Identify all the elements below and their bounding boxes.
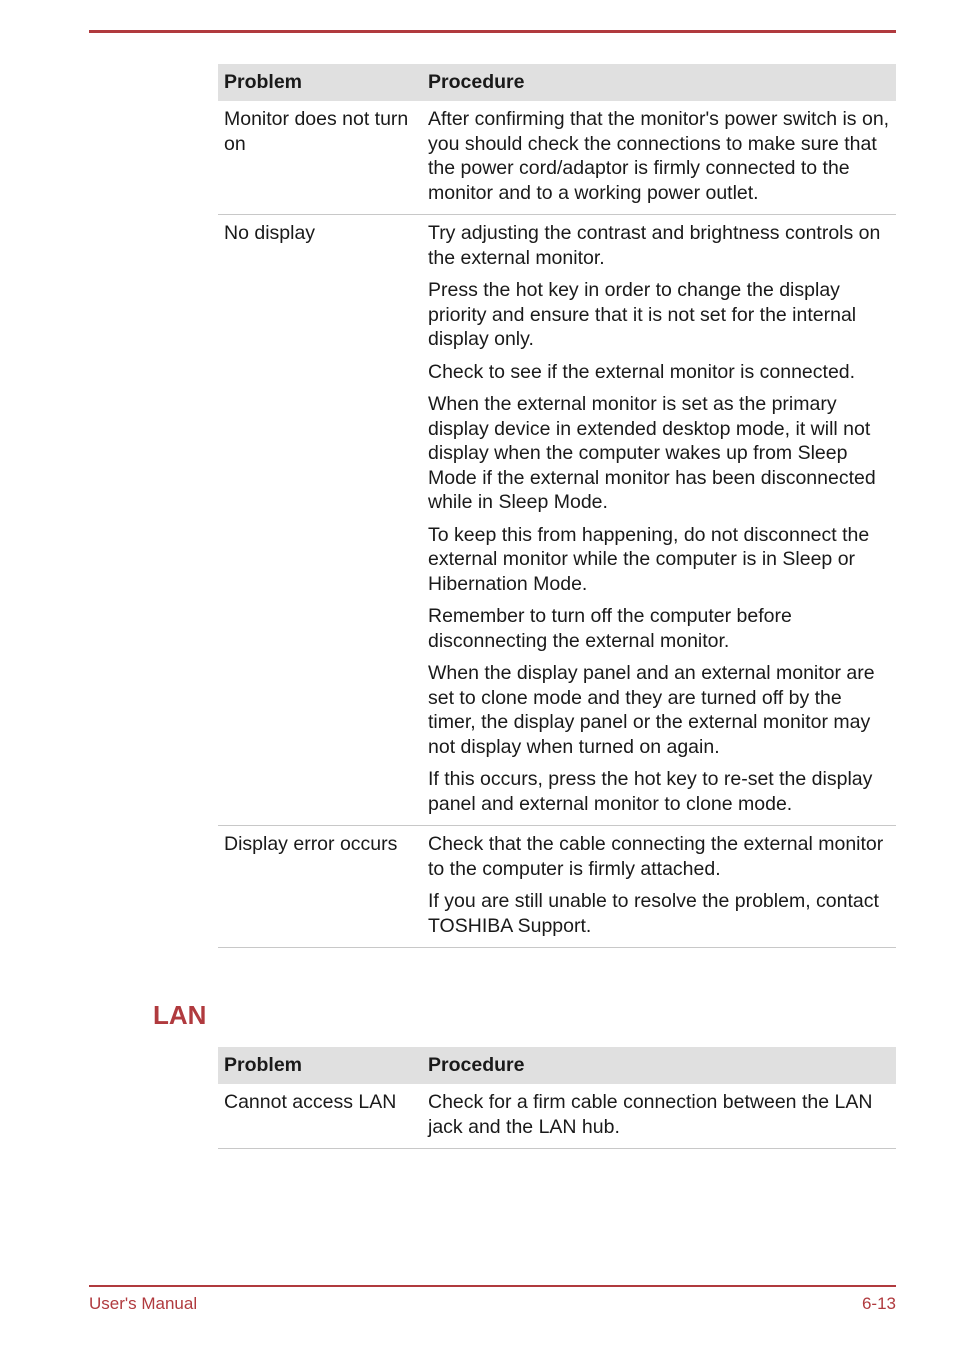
problem-cell: Monitor does not turn on	[218, 101, 422, 215]
procedure-paragraph: Check for a firm cable connection between the LAN jack and the LAN hub.	[428, 1091, 873, 1138]
footer-page-number: 6-13	[861, 1294, 896, 1313]
table-header-row	[218, 64, 896, 101]
column-header-problem: Problem	[218, 1047, 422, 1084]
procedure-paragraph: Remember to turn off the computer before disconnecting the external monitor.	[428, 605, 792, 652]
procedure-cell	[422, 826, 896, 948]
procedure-paragraph: Try adjusting the contrast and brightness controls on the external monitor.	[428, 222, 881, 269]
table-row	[218, 101, 896, 215]
table-row	[218, 826, 896, 948]
table-header-row	[218, 1047, 896, 1084]
procedure-paragraph: Press the hot key in order to change the display priority and ensure that it is not set for the internal display only.	[428, 279, 857, 350]
section-heading-lan: LAN	[153, 1000, 207, 1030]
table-row	[218, 1084, 896, 1149]
procedure-cell	[422, 215, 896, 826]
procedure-paragraph: When the external monitor is set as the primary display device in extended desktop mode, it will not display when the computer wakes up from Sleep Mode if the external monitor has been disconnected while in Sleep Mode.	[428, 393, 876, 513]
footer-rule	[89, 1285, 896, 1287]
procedure-cell	[422, 101, 896, 215]
table-row	[218, 215, 896, 826]
problem-cell: Display error occurs	[218, 826, 422, 948]
problem-cell: No display	[218, 215, 422, 826]
procedure-paragraph: After confirming that the monitor's power switch is on, you should check the connections to make sure that the power cord/adaptor is firmly connected to the monitor and to a working power outlet.	[428, 108, 890, 204]
column-header-procedure: Procedure	[422, 1047, 896, 1084]
procedure-paragraph: Check that the cable connecting the external monitor to the computer is firmly attached.	[428, 833, 884, 880]
header-rule	[89, 30, 896, 33]
footer-manual-title: User's Manual	[89, 1294, 198, 1313]
troubleshooting-table-lan	[218, 1047, 896, 1149]
procedure-paragraph: If this occurs, press the hot key to re-set the display panel and external monitor to clone mode.	[428, 768, 873, 815]
troubleshooting-table-display	[218, 64, 896, 948]
procedure-paragraph: If you are still unable to resolve the problem, contact TOSHIBA Support.	[428, 890, 879, 937]
procedure-paragraph: When the display panel and an external monitor are set to clone mode and they are turned off by the timer, the display panel or the external monitor may not display when turned on again.	[428, 662, 875, 758]
procedure-paragraph: To keep this from happening, do not disconnect the external monitor while the computer is in Sleep or Hibernation Mode.	[428, 523, 870, 595]
problem-cell: Cannot access LAN	[218, 1084, 422, 1149]
procedure-cell	[422, 1084, 896, 1149]
column-header-procedure: Procedure	[422, 64, 896, 101]
column-header-problem: Problem	[218, 64, 422, 101]
procedure-paragraph: Check to see if the external monitor is connected.	[428, 360, 856, 383]
